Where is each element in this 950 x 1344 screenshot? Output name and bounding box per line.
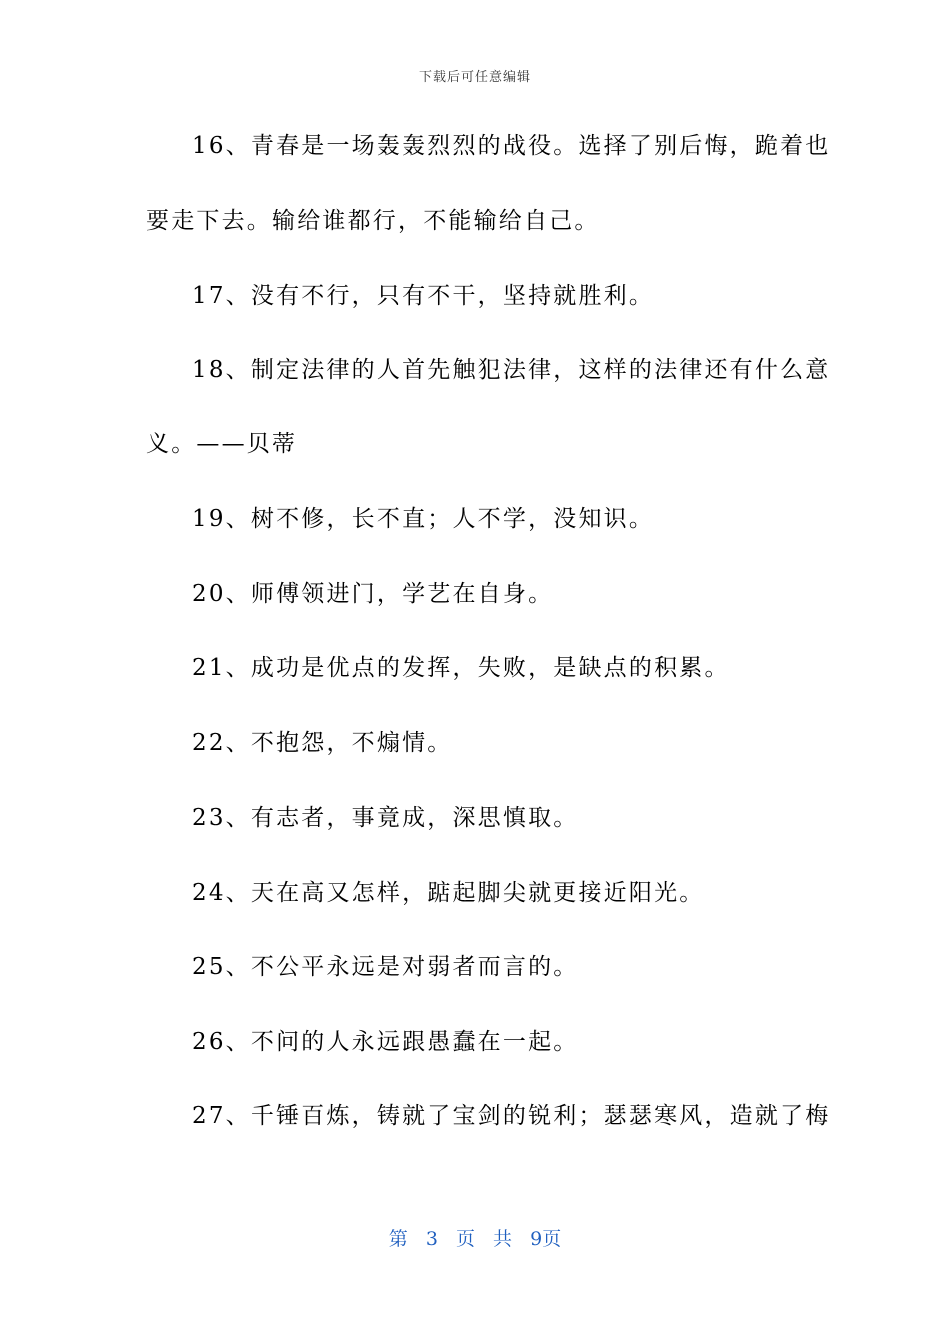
paragraph-line: 22、不抱怨，不煽情。 [192,730,453,756]
paragraph-line: 26、不问的人永远跟愚蠢在一起。 [192,1029,579,1055]
paragraph-line: 16、青春是一场轰轰烈烈的战役。选择了别后悔，跪着也 [192,133,831,159]
paragraph-line: 18、制定法律的人首先触犯法律，这样的法律还有什么意 [192,357,831,383]
paragraph-line: 17、没有不行，只有不干，坚持就胜利。 [192,283,655,309]
paragraph-line: 25、不公平永远是对弱者而言的。 [192,954,579,980]
paragraph-line: 23、有志者，事竟成，深思慎取。 [192,805,579,831]
paragraph-line: 19、树不修，长不直；人不学，没知识。 [192,506,655,532]
paragraph-line: 24、天在高又怎样，踮起脚尖就更接近阳光。 [192,880,705,906]
paragraph-line: 27、千锤百炼，铸就了宝剑的锐利；瑟瑟寒风，造就了梅 [192,1103,831,1129]
paragraph-line: 义。——贝蒂 [146,431,298,457]
footer-current-page: 3 [425,1228,438,1250]
paragraph-line: 20、师傅领进门，学艺在自身。 [192,581,554,607]
page-number-footer [0,1224,950,1251]
paragraph-line: 21、成功是优点的发挥，失败，是缺点的积累。 [192,655,730,681]
footer-page-label: 页 [455,1228,475,1250]
header-note: 下载后可任意编辑 [418,70,531,85]
footer-total-pages: 9页 [530,1228,562,1250]
footer-prefix: 第 [388,1228,408,1250]
paragraph-line: 要走下去。输给谁都行，不能输给自己。 [146,208,600,234]
footer-total-label: 共 [493,1228,513,1250]
